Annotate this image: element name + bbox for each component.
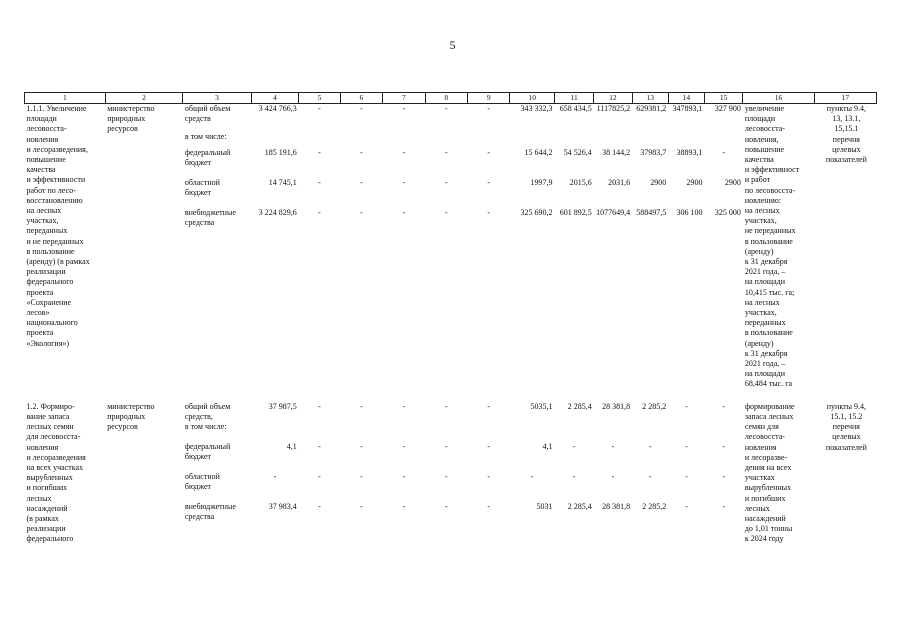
expected-result-line: и погибших bbox=[744, 493, 786, 503]
value-cell: - bbox=[444, 177, 448, 187]
value-cell: - bbox=[360, 441, 363, 451]
funding-source-line: внебюджетные bbox=[184, 501, 236, 511]
column-number-row bbox=[25, 93, 877, 104]
funding-source-line: федеральный bbox=[184, 441, 231, 451]
expected-result-line: новления bbox=[744, 442, 777, 452]
column-number-2: 2 bbox=[105, 93, 183, 104]
value-cell: - bbox=[360, 401, 363, 411]
expected-result-line: (аренду) bbox=[744, 338, 774, 348]
funding-source-line: внебюджетные bbox=[184, 207, 236, 217]
measure-name-line: лесных семян bbox=[26, 422, 74, 432]
funding-source-line: средства bbox=[184, 217, 215, 227]
expected-result-line: качества bbox=[744, 155, 774, 165]
measure-name-line: 1.2. Формиро- bbox=[26, 401, 75, 411]
value-cell: - bbox=[648, 471, 652, 481]
expected-result-line: и лесоразве- bbox=[744, 452, 788, 462]
value-cell: - bbox=[487, 441, 491, 451]
value-cell: 1077649,4 bbox=[596, 207, 631, 217]
funding-source-line: областной bbox=[184, 471, 220, 481]
value-cell: - bbox=[444, 471, 448, 481]
measure-name-line: вание запаса bbox=[26, 411, 70, 421]
expected-result-line: в пользование bbox=[744, 236, 793, 246]
value-cell: 54 526,4 bbox=[563, 147, 592, 157]
value-cell: - bbox=[402, 207, 406, 217]
expected-result-line: в пользование bbox=[744, 328, 793, 338]
funding-source-line: в том числе: bbox=[184, 131, 227, 141]
value-cell: - bbox=[444, 401, 448, 411]
measure-name-line: проекта bbox=[26, 287, 54, 297]
value-cell: - bbox=[487, 147, 491, 157]
funding-source bbox=[183, 178, 251, 208]
measure-name-line: на всех участках bbox=[26, 462, 84, 472]
value-cell: - bbox=[722, 401, 725, 411]
table-row bbox=[25, 104, 877, 132]
value-cell: 601 892,5 bbox=[559, 207, 592, 217]
value-cell: 2900 bbox=[650, 177, 667, 187]
value-cell: 5031 bbox=[536, 501, 553, 511]
responsible-executor-line: ресурсов bbox=[107, 124, 138, 134]
column-number-15: 15 bbox=[705, 93, 743, 104]
expected-result-line: увеличение bbox=[744, 104, 785, 113]
expected-result-line: новлению: bbox=[744, 195, 782, 205]
expected-result-line: не переданных bbox=[744, 226, 796, 236]
measure-name-line: участках, bbox=[26, 216, 59, 226]
expected-result bbox=[743, 402, 814, 545]
value-cell: - bbox=[444, 104, 448, 113]
funding-source bbox=[183, 502, 251, 545]
expected-result-line: формирование bbox=[744, 401, 795, 411]
expected-result-line: (аренду) bbox=[744, 246, 774, 256]
expected-result-line: по лесовосста- bbox=[744, 185, 796, 195]
measure-name-line: реализации bbox=[26, 267, 66, 277]
funding-source bbox=[183, 132, 251, 148]
expected-result-line: и эффективност bbox=[744, 165, 800, 175]
value-cell: 327 900 bbox=[714, 104, 741, 113]
value-cell: - bbox=[273, 471, 277, 481]
program-table-container bbox=[24, 92, 877, 545]
funding-source-line: общий объем bbox=[184, 401, 231, 411]
value-cell bbox=[251, 132, 299, 148]
funding-source-line: в том числе: bbox=[184, 422, 227, 432]
expected-result-line: переданных bbox=[744, 318, 786, 328]
value-cell: - bbox=[444, 501, 448, 511]
value-cell: - bbox=[611, 441, 615, 451]
value-cell: - bbox=[402, 401, 406, 411]
target-indicators-line: пункты 9.4, bbox=[826, 104, 866, 113]
value-cell: 28 381,8 bbox=[602, 401, 631, 411]
value-cell: 1117825,2 bbox=[596, 104, 631, 113]
value-cell: 37 987,5 bbox=[268, 401, 297, 411]
expected-result-line: 10,415 тыс. га; bbox=[744, 287, 795, 297]
value-cell: 38893,1 bbox=[676, 147, 703, 157]
value-cell: - bbox=[648, 441, 652, 451]
measure-name-line: «Экология») bbox=[26, 338, 70, 348]
target-indicators-line: 15.1, 15.2 bbox=[830, 411, 863, 421]
column-number-11: 11 bbox=[554, 93, 593, 104]
program-table bbox=[24, 92, 877, 545]
table-body bbox=[25, 104, 877, 545]
measure-name-line: на лесных bbox=[26, 206, 62, 216]
column-number-13: 13 bbox=[632, 93, 668, 104]
expected-result-line: участках, bbox=[744, 308, 777, 318]
column-number-14: 14 bbox=[668, 93, 704, 104]
value-cell: - bbox=[444, 441, 448, 451]
expected-result-line: к 2024 году bbox=[744, 534, 784, 544]
target-indicators-line: перечня bbox=[832, 422, 860, 432]
value-cell: - bbox=[722, 471, 725, 481]
funding-source bbox=[183, 208, 251, 390]
spacer-cell bbox=[25, 390, 877, 402]
value-cell: 185 191,6 bbox=[264, 147, 297, 157]
value-cell: 325 690,2 bbox=[520, 207, 553, 217]
value-cell bbox=[705, 132, 743, 148]
value-cell: - bbox=[402, 177, 406, 187]
value-cell: - bbox=[487, 207, 491, 217]
spacer-row bbox=[25, 390, 877, 402]
value-cell: - bbox=[318, 177, 321, 187]
value-cell: - bbox=[318, 207, 321, 217]
column-number-10: 10 bbox=[510, 93, 555, 104]
value-cell: - bbox=[360, 471, 363, 481]
value-cell: - bbox=[530, 471, 534, 481]
measure-name-line: и эффективности bbox=[26, 175, 86, 185]
funding-source-line: средства bbox=[184, 511, 215, 521]
target-indicators bbox=[814, 104, 876, 390]
measure-name-line: повышение bbox=[26, 155, 66, 165]
value-cell bbox=[468, 132, 510, 148]
funding-source-line: бюджет bbox=[184, 451, 212, 461]
funding-source bbox=[183, 472, 251, 502]
column-number-1: 1 bbox=[25, 93, 106, 104]
column-number-17: 17 bbox=[814, 93, 876, 104]
value-cell: - bbox=[318, 471, 321, 481]
measure-name-line: новления bbox=[26, 134, 59, 144]
expected-result-line: повышение bbox=[744, 144, 785, 154]
value-cell: - bbox=[360, 147, 363, 157]
value-cell: - bbox=[318, 441, 321, 451]
expected-result-line: дения на всех bbox=[744, 462, 792, 472]
value-cell: - bbox=[487, 401, 491, 411]
value-cell: - bbox=[685, 401, 688, 411]
measure-name-line: федерального bbox=[26, 534, 74, 544]
table-row bbox=[25, 402, 877, 442]
value-cell: 2 285,4 bbox=[567, 401, 592, 411]
value-cell: - bbox=[318, 147, 321, 157]
funding-source bbox=[183, 402, 251, 442]
target-indicators bbox=[814, 402, 876, 545]
measure-name-line: реализации bbox=[26, 524, 66, 534]
funding-source-line: общий объем bbox=[184, 104, 231, 113]
target-indicators-line: целевых bbox=[832, 432, 861, 442]
expected-result-line: на лесных bbox=[744, 297, 780, 307]
value-cell: - bbox=[318, 104, 321, 113]
column-number-6: 6 bbox=[340, 93, 382, 104]
value-cell: 588497,5 bbox=[636, 207, 667, 217]
value-cell: - bbox=[360, 501, 363, 511]
column-number-12: 12 bbox=[594, 93, 632, 104]
value-cell: - bbox=[402, 501, 406, 511]
value-cell: - bbox=[402, 147, 406, 157]
value-cell: - bbox=[444, 147, 448, 157]
value-cell: 629381,2 bbox=[636, 104, 667, 113]
measure-name-line: (аренду) (в рамках bbox=[26, 257, 90, 267]
target-indicators-line: целевых bbox=[832, 144, 861, 154]
value-cell: 343 332,3 bbox=[520, 104, 553, 113]
expected-result-line: участках bbox=[744, 473, 775, 483]
measure-name bbox=[25, 402, 106, 545]
funding-source-line: средств bbox=[184, 114, 211, 124]
value-cell: 1997,9 bbox=[530, 177, 553, 187]
column-number-9: 9 bbox=[468, 93, 510, 104]
value-cell: 2031,6 bbox=[608, 177, 631, 187]
responsible-executor-line: министерство bbox=[107, 104, 155, 113]
expected-result-line: до 1,01 тонны bbox=[744, 524, 793, 534]
responsible-executor-line: министерство bbox=[107, 401, 155, 411]
measure-name-line: и не переданных bbox=[26, 236, 84, 246]
target-indicators-line: 15,15.1 bbox=[834, 124, 859, 134]
value-cell: - bbox=[360, 207, 363, 217]
value-cell: - bbox=[722, 441, 725, 451]
expected-result-line: на площади bbox=[744, 369, 785, 379]
column-number-8: 8 bbox=[425, 93, 467, 104]
measure-name-line: работ по лесо- bbox=[26, 185, 76, 195]
value-cell: 38 144,2 bbox=[602, 147, 631, 157]
measure-name-line: 1.1.1. Увеличение bbox=[26, 104, 87, 113]
measure-name-line: «Сохранение bbox=[26, 297, 72, 307]
expected-result-line: лесовосста- bbox=[744, 432, 785, 442]
value-cell: - bbox=[487, 104, 491, 113]
expected-result-line: к 31 декабря bbox=[744, 348, 788, 358]
value-cell bbox=[340, 132, 382, 148]
measure-name bbox=[25, 104, 106, 390]
value-cell: - bbox=[487, 501, 491, 511]
measure-name-line: переданных bbox=[26, 226, 68, 236]
value-cell bbox=[554, 132, 593, 148]
expected-result-line: запаса лесных bbox=[744, 411, 794, 421]
column-number-3: 3 bbox=[183, 93, 251, 104]
funding-source-line: бюджет bbox=[184, 481, 212, 491]
expected-result-line: на площади bbox=[744, 277, 785, 287]
expected-result-line: участках, bbox=[744, 216, 777, 226]
value-cell: - bbox=[360, 177, 363, 187]
measure-name-line: вырубленных bbox=[26, 473, 73, 483]
measure-name-line: проекта bbox=[26, 328, 54, 338]
measure-name-line: лесов» bbox=[26, 308, 50, 318]
responsible-executor bbox=[105, 402, 183, 545]
funding-source bbox=[183, 148, 251, 178]
expected-result-line: 2021 года, – bbox=[744, 359, 786, 369]
expected-result-line: насаждений bbox=[744, 513, 786, 523]
value-cell: - bbox=[318, 501, 321, 511]
value-cell: 3 424 766,3 bbox=[258, 104, 297, 113]
value-cell: 347893,1 bbox=[672, 104, 703, 113]
value-cell: - bbox=[360, 104, 363, 113]
value-cell bbox=[668, 132, 704, 148]
funding-source-line: бюджет bbox=[184, 187, 212, 197]
value-cell: 2900 bbox=[724, 177, 741, 187]
expected-result-line: 68,484 тыс. га bbox=[744, 379, 793, 389]
expected-result-line: на лесных bbox=[744, 206, 780, 216]
value-cell: - bbox=[722, 147, 725, 157]
value-cell bbox=[510, 132, 555, 148]
expected-result-line: новления, bbox=[744, 134, 779, 144]
value-cell: 5035,1 bbox=[530, 401, 553, 411]
expected-result-line: лесовосста- bbox=[744, 124, 785, 134]
measure-name-line: лесовосста- bbox=[26, 124, 67, 134]
value-cell: - bbox=[487, 177, 491, 187]
funding-source bbox=[183, 104, 251, 132]
value-cell: 28 381,8 bbox=[602, 501, 631, 511]
value-cell: 2 285,2 bbox=[642, 401, 667, 411]
target-indicators-line: 13, 13.1, bbox=[832, 114, 861, 124]
value-cell: 2 285,4 bbox=[567, 501, 592, 511]
target-indicators-line: перечня bbox=[832, 134, 860, 144]
value-cell: - bbox=[402, 104, 406, 113]
responsible-executor bbox=[105, 104, 183, 390]
expected-result-line: и работ bbox=[744, 175, 771, 185]
value-cell: 3 224 829,6 bbox=[258, 207, 297, 217]
expected-result bbox=[743, 104, 814, 390]
expected-result-line: площади bbox=[744, 114, 776, 124]
measure-name-line: для лесовосста- bbox=[26, 432, 81, 442]
value-cell: - bbox=[444, 207, 448, 217]
measure-name-line: площади bbox=[26, 114, 57, 124]
value-cell: - bbox=[685, 471, 688, 481]
value-cell: 306 100 bbox=[676, 207, 703, 217]
responsible-executor-line: природных bbox=[107, 114, 146, 124]
measure-name-line: и лесоразведения, bbox=[26, 144, 88, 154]
funding-source bbox=[183, 442, 251, 472]
value-cell bbox=[594, 132, 632, 148]
measure-name-line: качества bbox=[26, 165, 56, 175]
column-number-4: 4 bbox=[251, 93, 299, 104]
responsible-executor-line: ресурсов bbox=[107, 422, 138, 432]
expected-result-line: 2021 года, – bbox=[744, 267, 786, 277]
measure-name-line: (в рамках bbox=[26, 513, 59, 523]
value-cell bbox=[425, 132, 467, 148]
value-cell: 2 285,2 bbox=[642, 501, 667, 511]
expected-result-line: к 31 декабря bbox=[744, 257, 788, 267]
target-indicators-line: показателей bbox=[825, 442, 867, 452]
value-cell bbox=[632, 132, 668, 148]
value-cell: 4,1 bbox=[286, 441, 297, 451]
funding-source-line: областной bbox=[184, 177, 220, 187]
responsible-executor-line: природных bbox=[107, 411, 146, 421]
measure-name-line: национального bbox=[26, 318, 78, 328]
value-cell: - bbox=[685, 441, 688, 451]
funding-source-line: средств, bbox=[184, 411, 213, 421]
page-number: 5 bbox=[449, 38, 456, 52]
value-cell: - bbox=[572, 471, 576, 481]
column-number-16: 16 bbox=[743, 93, 814, 104]
funding-source-line: федеральный bbox=[184, 147, 231, 157]
value-cell bbox=[383, 132, 425, 148]
value-cell bbox=[299, 132, 340, 148]
value-cell: 2015,6 bbox=[569, 177, 592, 187]
value-cell: - bbox=[487, 471, 491, 481]
value-cell: 37 983,4 bbox=[268, 501, 297, 511]
measure-name-line: и погибших bbox=[26, 483, 68, 493]
measure-name-line: лесных bbox=[26, 493, 52, 503]
value-cell: - bbox=[402, 441, 406, 451]
value-cell: - bbox=[402, 471, 406, 481]
value-cell: - bbox=[722, 501, 725, 511]
expected-result-line: семян для bbox=[744, 422, 779, 432]
value-cell: - bbox=[572, 441, 576, 451]
value-cell: 658 434,5 bbox=[559, 104, 592, 113]
value-cell: - bbox=[685, 501, 688, 511]
measure-name-line: восстановлению bbox=[26, 195, 83, 205]
value-cell: 325 000 bbox=[714, 207, 741, 217]
expected-result-line: вырубленных bbox=[744, 483, 792, 493]
funding-source-line: бюджет bbox=[184, 157, 212, 167]
measure-name-line: насаждений bbox=[26, 503, 68, 513]
measure-name-line: в пользование bbox=[26, 246, 75, 256]
column-number-7: 7 bbox=[383, 93, 425, 104]
value-cell: 14 745,1 bbox=[268, 177, 297, 187]
measure-name-line: федерального bbox=[26, 277, 74, 287]
value-cell: 37983,7 bbox=[640, 147, 667, 157]
value-cell: - bbox=[318, 401, 321, 411]
value-cell: 4,1 bbox=[542, 441, 553, 451]
target-indicators-line: пункты 9.4, bbox=[826, 401, 866, 411]
measure-name-line: новления bbox=[26, 442, 59, 452]
target-indicators-line: показателей bbox=[825, 155, 867, 165]
expected-result-line: лесных bbox=[744, 503, 770, 513]
value-cell: 2900 bbox=[686, 177, 703, 187]
value-cell: 15 644,2 bbox=[524, 147, 553, 157]
measure-name-line: и лесоразведения bbox=[26, 452, 86, 462]
value-cell: - bbox=[611, 471, 615, 481]
column-number-5: 5 bbox=[299, 93, 340, 104]
